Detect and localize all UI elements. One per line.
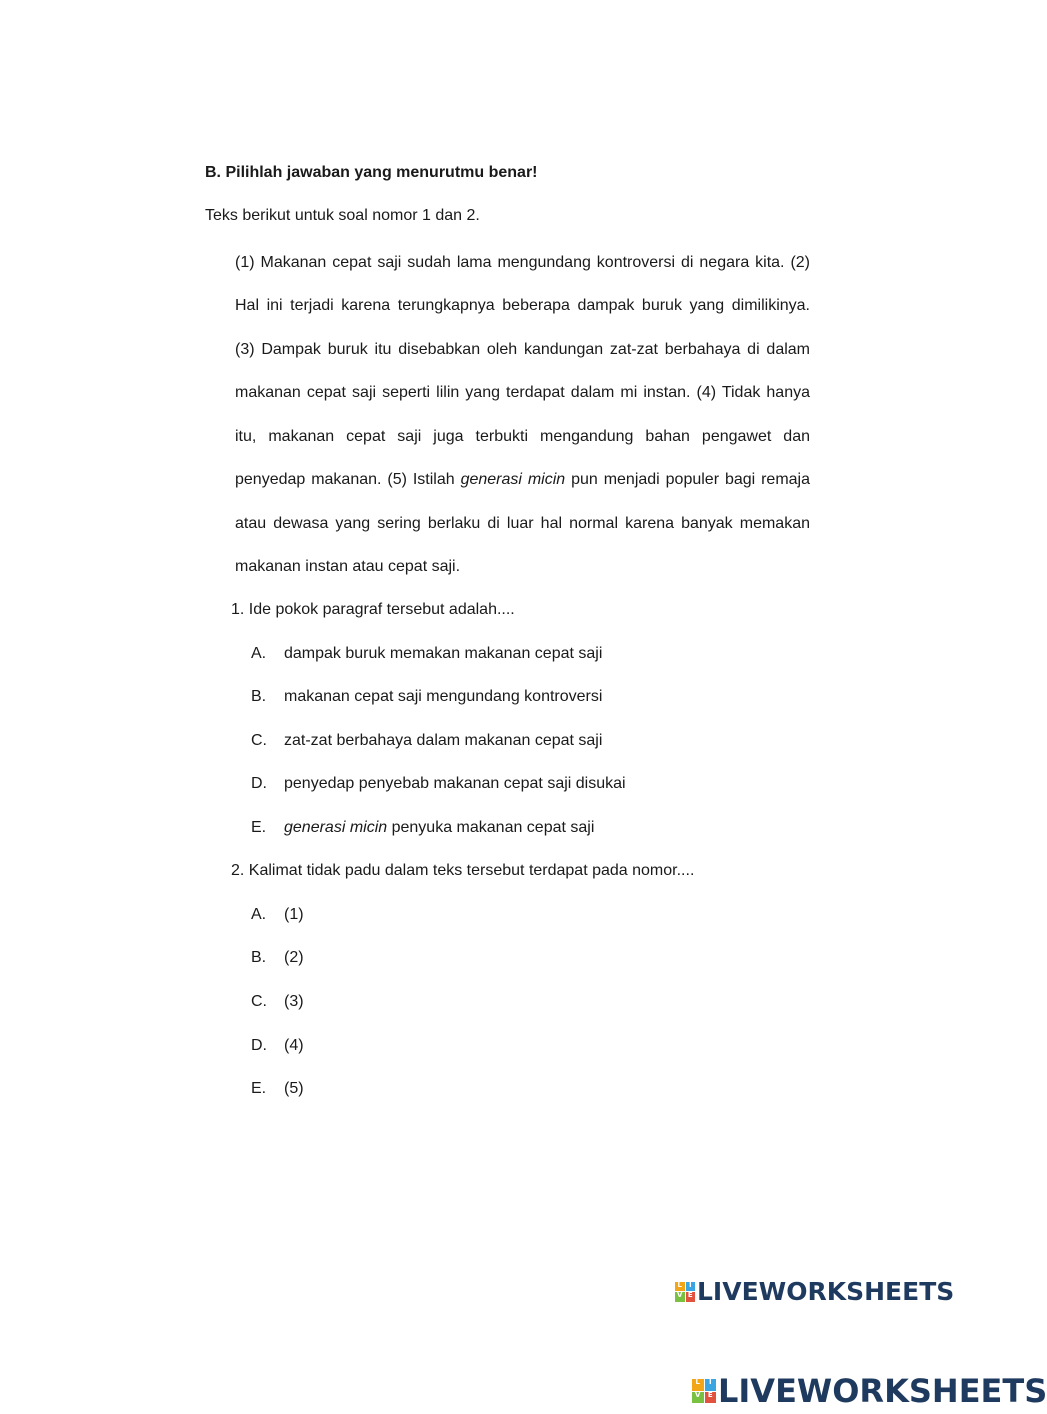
- q1-option-b-letter: B.: [251, 688, 267, 705]
- paragraph-line: [235, 470, 810, 490]
- q1-option-e-text: penyuka makanan cepat saji: [387, 819, 595, 836]
- logo-mark-e: E: [705, 1392, 717, 1404]
- logo-mark-i: I: [705, 1379, 717, 1391]
- q2-option-d-letter: D.: [251, 1037, 267, 1054]
- logo-mark-icon: [675, 1282, 695, 1302]
- section-heading: B. Pilihlah jawaban yang menurutmu benar!: [205, 164, 538, 181]
- q1-option-e-italic: generasi micin: [284, 819, 388, 836]
- logo-mark-l: L: [692, 1379, 704, 1391]
- intro-text: Teks berikut untuk soal nomor 1 dan 2.: [205, 207, 480, 224]
- q2-option-e[interactable]: (5): [284, 1080, 304, 1097]
- liveworksheets-logo: [675, 1277, 954, 1306]
- paragraph-text: penyedap makanan. (5) Istilah: [235, 471, 461, 488]
- paragraph-line: itu, makanan cepat saji juga terbukti mengandung bahan pengawet dan: [235, 428, 810, 445]
- q1-option-a-letter: A.: [251, 645, 267, 662]
- q2-option-a-letter: A.: [251, 906, 267, 923]
- logo-mark-e: E: [686, 1292, 696, 1302]
- q1-option-b[interactable]: makanan cepat saji mengundang kontroversi: [284, 688, 603, 705]
- paragraph-line: makanan cepat saji seperti lilin yang terdapat dalam mi instan. (4) Tidak hanya: [235, 384, 810, 401]
- paragraph-line: makanan instan atau cepat saji.: [235, 558, 461, 575]
- q2-option-d[interactable]: (4): [284, 1037, 304, 1054]
- q1-option-c-letter: C.: [251, 732, 267, 749]
- q1-option-d-letter: D.: [251, 775, 267, 792]
- q2-option-a[interactable]: (1): [284, 906, 304, 923]
- q2-option-e-letter: E.: [251, 1080, 267, 1097]
- question-1-stem: 1. Ide pokok paragraf tersebut adalah....: [231, 601, 515, 618]
- logo-text: LIVEWORKSHEETS: [718, 1372, 1047, 1410]
- logo-mark-i: I: [686, 1282, 696, 1292]
- logo-mark-l: L: [675, 1282, 685, 1292]
- paragraph-italic-term: generasi micin: [460, 471, 566, 488]
- logo-mark-v: V: [675, 1292, 685, 1302]
- q1-option-c[interactable]: zat-zat berbahaya dalam makanan cepat saji: [284, 732, 603, 749]
- question-2-stem: 2. Kalimat tidak padu dalam teks tersebut terdapat pada nomor....: [231, 862, 695, 879]
- paragraph-text: pun menjadi populer bagi remaja: [565, 471, 811, 488]
- q1-option-e-letter: E.: [251, 819, 267, 836]
- q1-option-d[interactable]: penyedap penyebab makanan cepat saji disukai: [284, 775, 626, 792]
- q2-option-c[interactable]: (3): [284, 993, 304, 1010]
- q2-option-c-letter: C.: [251, 993, 267, 1010]
- paragraph-line: Hal ini terjadi karena terungkapnya beberapa dampak buruk yang dimilikinya.: [235, 297, 810, 314]
- logo-text: LIVEWORKSHEETS: [697, 1277, 955, 1306]
- q2-option-b[interactable]: (2): [284, 949, 304, 966]
- paragraph-line: atau dewasa yang sering berlaku di luar hal normal karena banyak memakan: [235, 515, 810, 532]
- q1-option-e[interactable]: [284, 819, 594, 837]
- logo-mark-v: V: [692, 1392, 704, 1404]
- q1-option-a[interactable]: dampak buruk memakan makanan cepat saji: [284, 645, 603, 662]
- paragraph-line: (3) Dampak buruk itu disebabkan oleh kandungan zat-zat berbahaya di dalam: [235, 341, 810, 358]
- q2-option-b-letter: B.: [251, 949, 267, 966]
- logo-mark-icon: [692, 1379, 716, 1403]
- paragraph-line: (1) Makanan cepat saji sudah lama mengundang kontroversi di negara kita. (2): [235, 254, 810, 271]
- liveworksheets-logo-footer: [692, 1372, 1047, 1410]
